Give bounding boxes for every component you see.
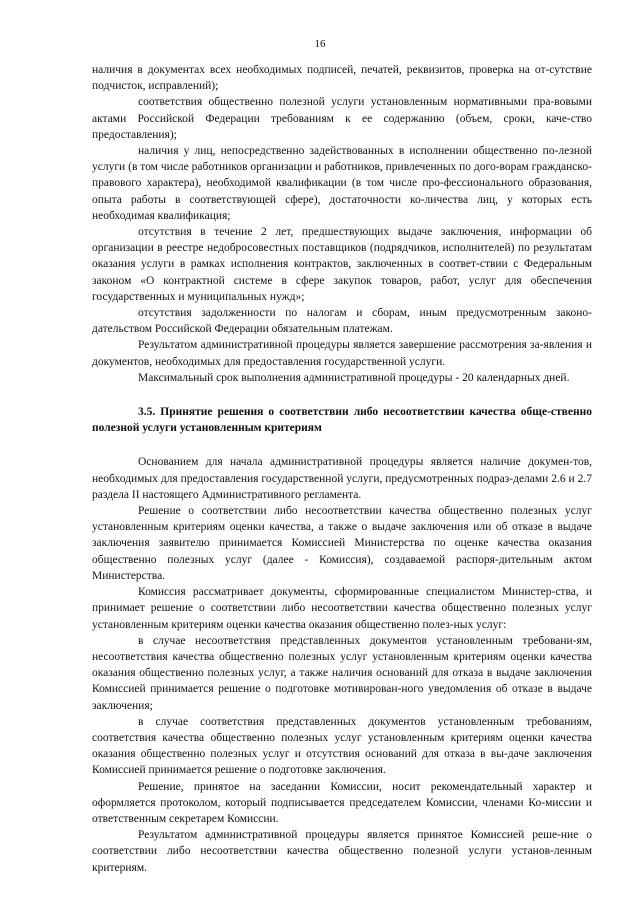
paragraph: Решение, принятое на заседании Комиссии, носит рекомендательный характер и оформляется протоколом, который подписывается председателем Комиссии, членами Ко-миссии и ответственным секретарем Комиссии. <box>92 780 592 825</box>
paragraph: в случае несоответствия представленных документов установленным требовани-ям, несоответствия качества общественно полезных услуг установленным критериям оценки качества оказания общественно полезных услуг, а также наличия оснований для отказа в выдаче заключения Комиссией принимается решение о подготовке мотивирован-ного уведомления об отказе в выдаче заключения; <box>92 634 592 712</box>
page-number: 16 <box>314 38 326 50</box>
paragraph: Результатом административной процедуры является завершение рассмотрения за-явления и документов, необходимых для предоставления государственной услуги. <box>92 339 592 368</box>
paragraph: отсутствия в течение 2 лет, предшествующих выдаче заключения, информации об организации в реестре недобросовестных поставщиков (подрядчиков, исполнителей) по результатам оказания услуги в рамках исполнения контрактов, заключенных в соответ-ствии с Федеральным законом «О контрактной системе в сфере закупок товаров, работ, услуг для обеспечения государственных и муниципальных нужд»; <box>92 226 592 303</box>
section-heading: 3.5. Принятие решения о соответствии либо несоответствии качества обще-ственно полезной услуги установленным критериям <box>92 406 592 435</box>
paragraph: Комиссия рассматривает документы, сформированные специалистом Министер-ства, и принимает решение о соответствии либо несоответствии качества общественно полезных услуг установленным критериям оценки качества оказания общественно полез-ных услуг: <box>92 586 592 631</box>
paragraph: Решение о соответствии либо несоответствии качества общественно полезных услуг установленным критериям оценки качества, а также о выдаче заключения или об отказе в выдаче заключения заявителю принимается Комиссией Министерства по оценке качества оказания общественно полезных услуг (далее - Комиссия), создаваемой распоря-дительным актом Министерства. <box>92 505 592 582</box>
paragraph: отсутствия задолженности по налогам и сборам, иным предусмотренным законо-дательством Российской Федерации обязательным платежам. <box>92 307 592 336</box>
paragraph: Основанием для начала административной процедуры является наличие докумен-тов, необходимых для предоставления государственной услуги, предусмотренных подраз-делами 2.6 и 2.7 раздела II настоящего Административного регламента. <box>92 456 592 501</box>
paragraph: в случае соответствия представленных документов установленным требованиям, соответствия качества общественно полезных услуг установленным критериям оценки качества оказания общественно полезных услуг и отсутствия оснований для отказа в вы-даче заключения Комиссией принимается решение о подготовке заключения. <box>92 715 592 777</box>
paragraph: соответствия общественно полезной услуги установленным нормативными пра-вовыми актами Российской Федерации требованиям к ее содержанию (объем, сроки, каче-ство предоставления); <box>92 96 592 141</box>
document-body <box>92 62 592 876</box>
paragraph: наличия у лиц, непосредственно задействованных в исполнении общественно по-лезной услуги (в том числе работников организации и работников, привлеченных по дого-ворам гражданско-правового характера), необходимой квалификации (в том числе про-фессионального образования, опыта работы в соответствующей сфере), достаточности ко-личества лиц, у которых есть необходимая квалификация; <box>92 145 592 222</box>
paragraph: наличия в документах всех необходимых подписей, печатей, реквизитов, проверка на от-сутствие подчисток, исправлений); <box>92 64 592 93</box>
paragraph: Результатом административной процедуры является принятое Комиссией реше-ние о соответствии либо несоответствии качества общественно полезной услуги установ-ленным критериям. <box>92 829 592 874</box>
paragraph: Максимальный срок выполнения административной процедуры - 20 календарных дней. <box>138 371 570 384</box>
